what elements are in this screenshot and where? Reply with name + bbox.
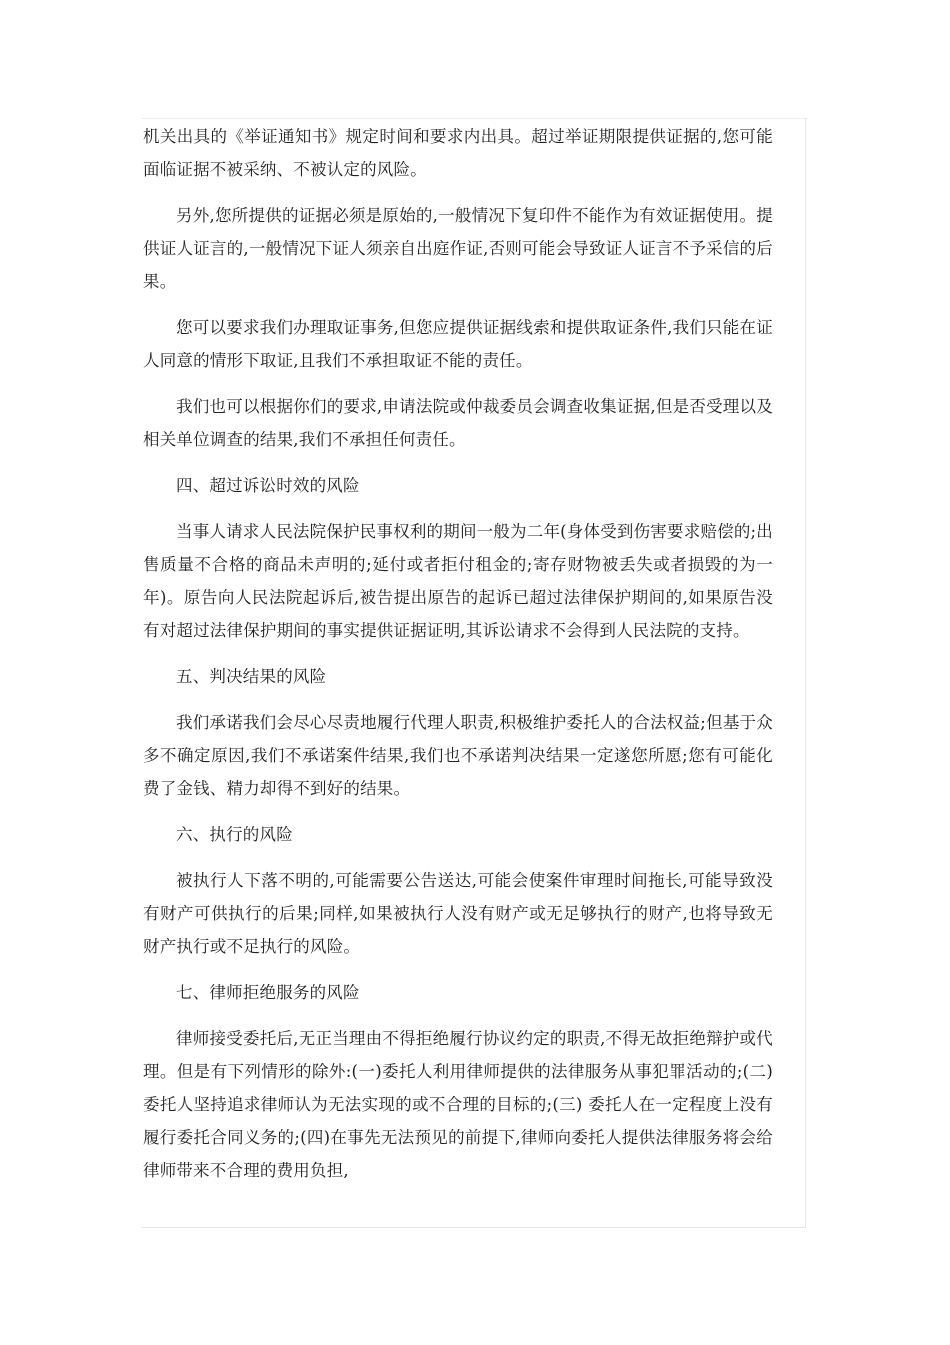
paragraph-lawyer-refusal: 律师接受委托后,无正当理由不得拒绝履行协议约定的职责,不得无故拒绝辩护或代理。但是有下列情形的除外:(一)委托人利用律师提供的法律服务从事犯罪活动的;(二)委托人坚持追求律师认为无法实现的或不合理的目标的;(三) 委托人在一定程度上没有履行委托合同义务的;(四)在事先无法预见的前提下,律师向委托人提供法律服务将会给律师带来不合理的费用负担, — [143, 1029, 773, 1180]
paragraph-judgment-risk: 我们承诺我们会尽心尽责地履行代理人职责,积极维护委托人的合法权益;但基于众多不确定原因,我们不承诺案件结果,我们也不承诺判决结果一定遂您所愿;您有可能化费了金钱、精力却得不到好的结果。 — [143, 713, 773, 798]
paragraph-evidence-collection: 您可以要求我们办理取证事务,但您应提供证据线索和提供取证条件,我们只能在证人同意的情形下取证,且我们不承担取证不能的责任。 — [143, 318, 773, 370]
document-body — [143, 120, 773, 1200]
section-heading-judgment: 五、判决结果的风险 — [176, 667, 327, 686]
section-heading-limitation: 四、超过诉讼时效的风险 — [176, 476, 360, 495]
section-heading-enforcement: 六、执行的风险 — [176, 825, 293, 844]
paragraph-enforcement-risk: 被执行人下落不明的,可能需要公告送达,可能会使案件审理时间拖长,可能导致没有财产可供执行的后果;同样,如果被执行人没有财产或无足够执行的财产,也将导致无财产执行或不足执行的风险。 — [143, 871, 773, 956]
section-heading-lawyer-refusal: 七、律师拒绝服务的风险 — [176, 983, 360, 1002]
paragraph-original-evidence: 另外,您所提供的证据必须是原始的,一般情况下复印件不能作为有效证据使用。提供证人证言的,一般情况下证人须亲自出庭作证,否则可能会导致证人证言不予采信的后果。 — [143, 206, 773, 291]
paragraph-court-investigation: 我们也可以根据你们的要求,申请法院或仲裁委员会调查收集证据,但是否受理以及相关单位调查的结果,我们不承担任何责任。 — [143, 397, 773, 449]
paragraph-limitation-period: 当事人请求人民法院保护民事权利的期间一般为二年(身体受到伤害要求赔偿的;出售质量不合格的商品未声明的;延付或者拒付租金的;寄存财物被丢失或者损毁的为一年)。原告向人民法院起诉后,被告提出原告的起诉已超过法律保护期间的,如果原告没有对超过法律保护期间的事实提供证据证明,其诉讼请求不会得到人民法院的支持。 — [143, 522, 773, 640]
paragraph-evidence-deadline: 机关出具的《举证通知书》规定时间和要求内出具。超过举证期限提供证据的,您可能面临证据不被采纳、不被认定的风险。 — [143, 127, 773, 179]
